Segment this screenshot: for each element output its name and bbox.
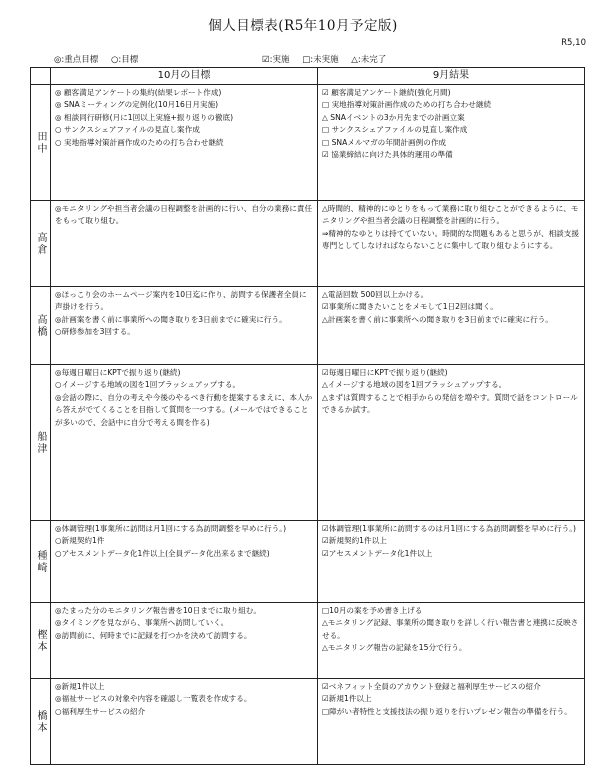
table-row	[31, 201, 585, 287]
result-item: △イメージする地域の図を1回ブラッシュアップする。	[322, 380, 507, 390]
goal-item: ○イメージする地域の図を1回ブラッシュアップする。	[55, 380, 241, 390]
result-item: △時間的、精神的にゆとりをもって業務に取り組むことができるように、モニタリングや担当者会議の日程調整を計画的に行う。	[322, 204, 579, 226]
goal-item: ○新規契約1件	[55, 536, 105, 546]
goal-legend	[54, 53, 148, 65]
goal-item: ◎タイミングを見ながら、事業所へ訪問していく。	[55, 618, 229, 628]
legend-done: ☑:実施	[262, 55, 290, 65]
result-cell	[318, 603, 585, 679]
staff-name: 種崎	[31, 521, 51, 603]
goal-item: ◎ 相談同行研修(月に1回以上実施+振り返りの徹底)	[55, 112, 234, 122]
page-title: 個人目標表(R5年10月予定版)	[208, 18, 398, 34]
result-item: □ SNAメルマガの年間計画例の作成	[322, 137, 447, 147]
legend-priority-goal: ◎:重点目標	[54, 55, 99, 65]
result-item: ☑新規1件以上	[322, 694, 372, 704]
result-item: △モニタリング記録、事業所の聞き取りを詳しく行い報告書と連携に反映させる。	[322, 618, 579, 640]
table-row	[31, 679, 585, 765]
goal-item: ○ サンクスシェアファイルの見直し案作成	[55, 125, 200, 135]
goal-table	[30, 67, 585, 765]
table-row	[31, 287, 585, 365]
goal-item: ◎ほっこり会のホームページ案内を10日迄に作り、訪問する保護者全員に声掛けを行う。	[55, 290, 307, 312]
result-item: □ 実地指導対策計画作成のための打ち合わせ継続	[322, 100, 492, 110]
staff-name: 田中	[31, 85, 51, 201]
result-item: ☑体調管理(1事業所に訪問するのは月1回にする為訪問調整を早めに行う。)	[322, 524, 576, 533]
goal-item: ◎毎週日曜日にKPTで振り返り(継続)	[55, 368, 181, 377]
header-goal: 10月の目標	[51, 68, 318, 85]
result-item: ☑ベネフィット全員のアカウント登録と福利厚生サービスの紹介	[322, 682, 541, 691]
result-item: △計画案を書く前に事業所への聞き取りを3日前までに確実に行う。	[322, 314, 553, 324]
table-row	[31, 521, 585, 603]
goal-item: ◎訪問前に、何時までに記録を打つかを決めて訪問する。	[55, 630, 252, 640]
staff-name: 高倉	[31, 201, 51, 287]
goal-item: ◎会話の際に、自分の考えや今後のやるべき行動を提案するまえに、本人から答えがでてくることを目指して質問を一つする。(メールではできることが多いので、会話中に自分で考える間を作る)	[55, 392, 313, 427]
result-cell	[318, 679, 585, 765]
result-item: ☑事業所に聞きたいことをメモして1日2回は聞く。	[322, 302, 498, 312]
goal-item: ◎計画案を書く前に事業所への聞き取りを3日前までに確実に行う。	[55, 314, 287, 324]
staff-name: 高橋	[31, 287, 51, 365]
result-item: ☑新規契約1件以上	[322, 536, 387, 546]
goal-item: ◎モニタリングや担当者会議の日程調整を計画的に行い、自分の業務に責任をもって取り組む。	[55, 204, 313, 226]
result-cell	[318, 287, 585, 365]
result-cell	[318, 521, 585, 603]
legend-incomplete: △:未完了	[351, 55, 387, 65]
result-item: ☑ 協業締結に向けた具体的運用の準備	[322, 150, 453, 160]
table-row	[31, 365, 585, 521]
goal-cell	[51, 201, 318, 287]
staff-name: 船津	[31, 365, 51, 521]
staff-name: 樫本	[31, 603, 51, 679]
table-row	[31, 603, 585, 679]
result-item: □10月の案を予め書き上げる	[322, 606, 423, 615]
result-item: △まずは質問することで相手からの発信を増やす。質問で話をコントロールできるか試す。	[322, 392, 578, 415]
result-item: □障がい者特性と支援技法の振り返りを行いプレゼン報告の準備を行う。	[322, 706, 572, 716]
result-item: ☑毎週日曜日にKPTで振り返り(継続)	[322, 368, 448, 377]
header-result: 9月結果	[318, 68, 585, 85]
legend-goal: ○:目標	[110, 55, 139, 65]
table-header-row	[31, 68, 585, 85]
goal-cell	[51, 287, 318, 365]
goal-item: ○福利厚生サービスの紹介	[55, 706, 146, 716]
result-item: ⇒精神的なゆとりは持てていない。時間的な問題もあると思うが、相談支援専門としてしなければならないことに集中して取り組むようにする。	[322, 228, 579, 251]
result-item: ☑アセスメントデータ化1件以上	[322, 548, 433, 558]
goal-item: ◎体調管理(1事業所に訪問は月1回にする為訪問調整を早めに行う。)	[55, 524, 287, 533]
goal-item: ◎ SNAミーティングの定例化(10月16日月実施)	[55, 100, 219, 110]
document-date: R5,10	[561, 38, 586, 48]
goal-item: ◎福祉サービスの対象や内容を確認し一覧表を作成する。	[55, 694, 252, 704]
result-cell	[318, 365, 585, 521]
result-item: △電話回数 500回以上かける。	[322, 290, 429, 299]
legend-not-done: □:未実施	[302, 55, 339, 65]
goal-cell	[51, 365, 318, 521]
goal-item: ◎新規1件以上	[55, 682, 105, 691]
goal-cell	[51, 603, 318, 679]
goal-item: ○研修参加を3回する。	[55, 327, 135, 337]
result-cell	[318, 85, 585, 201]
goal-item: ◎ 顧客満足アンケートの集約(結果レポート作成)	[55, 88, 222, 97]
result-item: △モニタリング報告の記録を15分で行う。	[322, 643, 467, 653]
header-name-cell	[31, 68, 51, 85]
result-legend	[262, 53, 396, 65]
goal-cell	[51, 679, 318, 765]
result-item: □ サンクスシェアファイルの見直し案作成	[322, 125, 468, 135]
goal-item: ○アセスメントデータ化1件以上(全員データ化出来るまで継続)	[55, 548, 270, 558]
goal-cell	[51, 521, 318, 603]
result-cell	[318, 201, 585, 287]
result-item: ☑ 顧客満足アンケート継続(強化月間)	[322, 88, 451, 97]
goal-item: ◎たまった分のモニタリング報告書を10日までに取り組む。	[55, 606, 261, 615]
goal-cell	[51, 85, 318, 201]
result-item: △ SNAイベントの3か月先までの計画立案	[322, 112, 465, 122]
goal-item: ○ 実地指導対策計画作成のための打ち合わせ継続	[55, 137, 224, 147]
staff-name: 橋本	[31, 679, 51, 765]
table-row	[31, 85, 585, 201]
